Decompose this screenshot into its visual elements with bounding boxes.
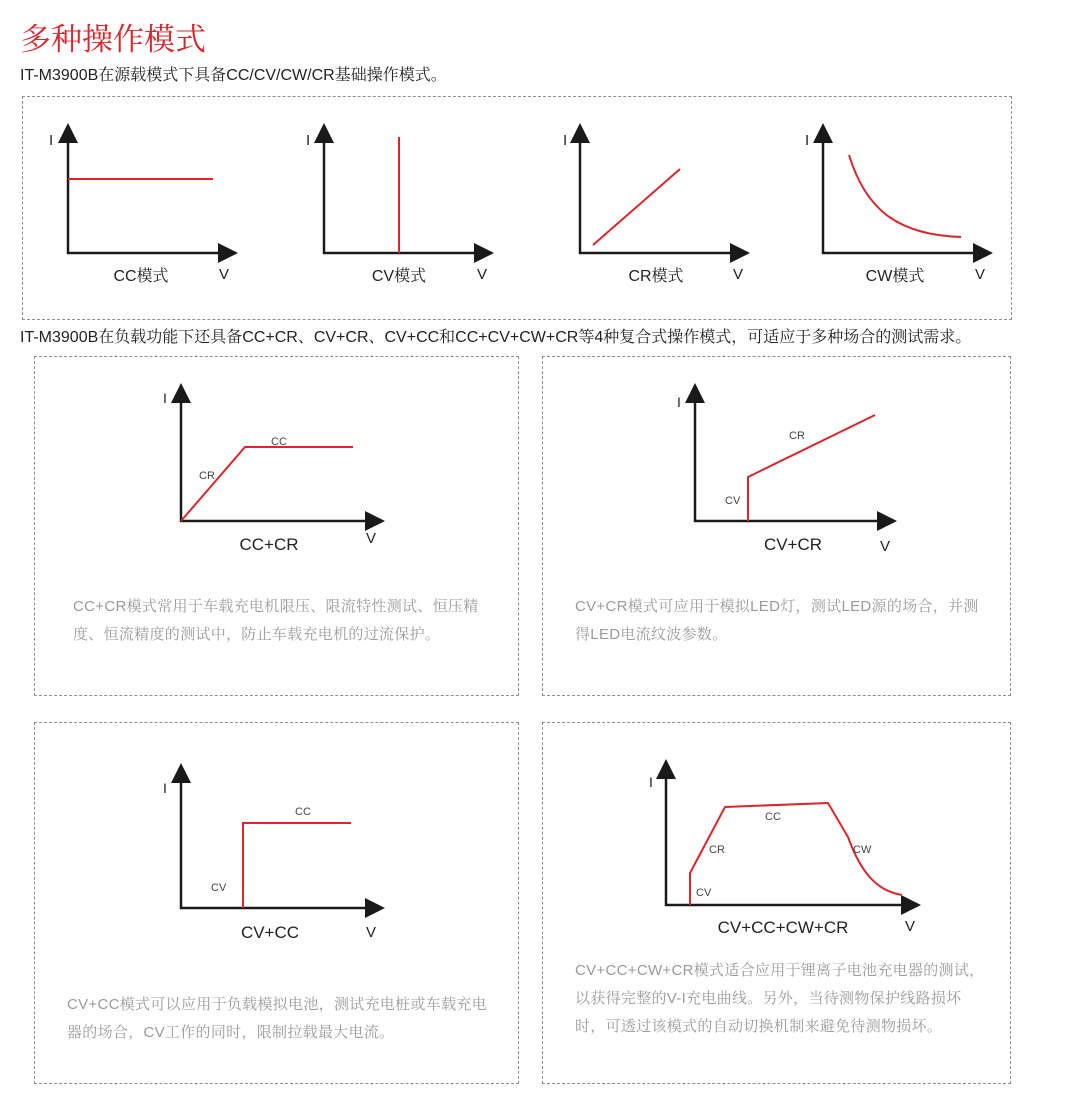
x-axis-label: V — [905, 918, 916, 935]
cv-cc-cw-cr-diagram — [543, 723, 1012, 943]
y-axis-label: I — [306, 132, 311, 149]
x-axis-label: V — [880, 538, 891, 555]
composite-modes-intro: IT-M3900B在负载功能下还具备CC+CR、CV+CR、CV+CC和CC+CV+CW+CR等4种复合式操作模式，可适应于多种场合的测试需求。 — [20, 329, 972, 346]
cv-cr-panel — [542, 356, 1011, 696]
cw-axes — [823, 133, 983, 253]
cv-cc-label: CV+CC — [240, 923, 300, 942]
basic-modes-diagrams — [23, 97, 1013, 321]
cv-axes — [324, 133, 484, 253]
cr-tag: CR — [709, 844, 725, 856]
cc-cr-label: CC+CR — [239, 535, 299, 554]
basic-modes-intro: IT-M3900B在源载模式下具备CC/CV/CW/CR基础操作模式。 — [20, 67, 447, 84]
cc-cr-axes — [181, 393, 375, 521]
cr-tag: CR — [789, 430, 805, 442]
cv-cc-description: CV+CC模式可以应用于负载模拟电池，测试充电桩或车载充电器的场合，CV工作的同时，限制拉载最大电流。 — [67, 996, 487, 1041]
cr-mode-diagram — [563, 132, 743, 285]
y-axis-label: I — [49, 132, 54, 149]
cw-curve — [849, 155, 961, 237]
cc-axes — [68, 133, 228, 253]
y-axis-label: I — [805, 132, 810, 149]
y-axis-label: I — [677, 394, 681, 410]
cv-cc-diagram — [35, 723, 520, 943]
page-title: 多种操作模式 — [20, 22, 206, 57]
cv-cc-cw-cr-description: CV+CC+CW+CR模式适合应用于锂离子电池充电器的测试，以获得完整的V-I充电曲线。另外，当待测物保护线路损坏时，可透过该模式的自动切换机制来避免待测物损坏。 — [575, 962, 985, 1035]
x-axis-label: V — [733, 266, 744, 283]
x-axis-label: V — [477, 266, 488, 283]
cv-cr-diagram — [543, 357, 1012, 557]
x-axis-label: V — [219, 266, 230, 283]
y-axis-label: I — [163, 390, 167, 406]
cv-mode-label: CV模式 — [371, 268, 427, 285]
x-axis-label: V — [366, 530, 377, 547]
cv-cc-panel — [34, 722, 519, 1084]
cc-tag: CC — [765, 811, 781, 823]
cv-cr-label: CV+CR — [763, 535, 823, 554]
cr-mode-label: CR模式 — [628, 268, 684, 285]
y-axis-label: I — [563, 132, 568, 149]
x-axis-label: V — [366, 924, 377, 941]
cw-mode-label: CW模式 — [865, 268, 925, 285]
basic-modes-panel — [22, 96, 1012, 320]
cv-cc-cw-cr-axes — [666, 769, 911, 905]
x-axis-label: V — [975, 266, 986, 283]
cv-tag: CV — [725, 495, 741, 507]
cc-cr-description: CC+CR模式常用于车载充电机限压、限流特性测试、恒压精度、恒流精度的测试中，防止车载充电机的过流保护。 — [73, 598, 479, 643]
y-axis-label: I — [649, 774, 653, 790]
cw-mode-diagram — [805, 132, 985, 285]
cv-cc-curve — [243, 823, 351, 908]
cc-tag: CC — [271, 436, 287, 448]
cv-cr-description: CV+CR模式可应用于模拟LED灯，测试LED源的场合，并测得LED电流纹波参数。 — [575, 598, 979, 643]
cv-cr-curve — [748, 415, 875, 521]
cc-cr-diagram — [35, 357, 520, 557]
y-axis-label: I — [163, 780, 167, 796]
cc-tag: CC — [295, 806, 311, 818]
cv-cc-cw-cr-label: CV+CC+CW+CR — [717, 918, 849, 937]
cc-cr-panel — [34, 356, 519, 696]
cr-tag: CR — [199, 470, 215, 482]
cv-tag: CV — [696, 887, 712, 899]
cc-cr-curve — [181, 447, 353, 521]
cv-cc-cw-cr-panel — [542, 722, 1011, 1084]
cc-mode-diagram — [49, 132, 229, 285]
cv-mode-diagram — [306, 132, 487, 285]
cv-tag: CV — [211, 882, 227, 894]
cr-curve — [593, 169, 680, 245]
cw-tag: CW — [853, 844, 872, 856]
cc-mode-label: CC模式 — [113, 268, 169, 285]
